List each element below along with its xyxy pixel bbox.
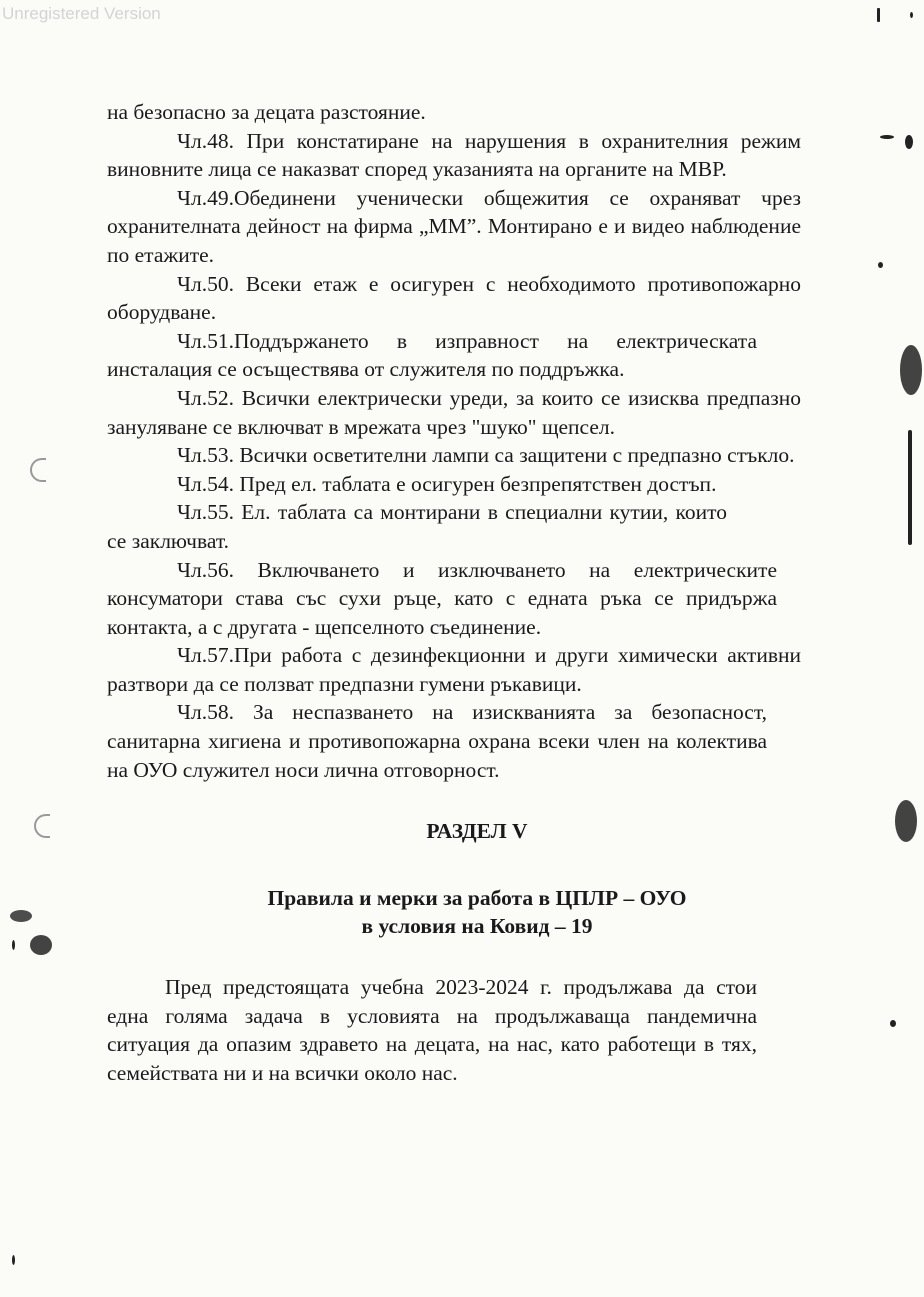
article-54: Чл.54. Пред ел. таблата е осигурен безпрепятствен достъп.	[177, 471, 717, 496]
article-57: Чл.57.При работа с дезинфекционни и други химически активни разтвори да се ползват предпазни гумени ръкавици.	[107, 643, 801, 696]
section-subtitle-line1: Правила и мерки за работа в ЦПЛР – ОУО	[267, 885, 687, 910]
article-51: Чл.51.Поддържането в изправност на електрическата инсталация се осъществява от служителя по поддръжка.	[107, 328, 757, 382]
article-52: Чл.52. Всички електрически уреди, за които се изисква предпазно зануляване се включват в мрежата чрез "шуко" щепсел.	[107, 385, 801, 439]
paragraph-continuation: на безопасно за децата разстояние.	[107, 100, 426, 124]
article-58: Чл.58. За неспазването на изискванията за безопасност, санитарна хигиена и противопожарна охрана всеки член на колектива на ОУО служител носи лична отговорност.	[107, 700, 767, 782]
article-49: Чл.49.Обединени ученически общежития се охраняват чрез охранителната дейност на фирма „ММ”. Монтирано е и видео наблюдение по етажите.	[107, 185, 801, 267]
article-53: Чл.53. Всички осветителни лампи са защитени с предпазно стъкло.	[177, 443, 795, 468]
document-body	[107, 98, 807, 1087]
watermark-text: Unregistered Version	[2, 4, 161, 23]
section-title: РАЗДЕЛ V	[426, 819, 528, 844]
article-50: Чл.50. Всеки етаж е осигурен с необходимото противопожарно оборудване.	[107, 271, 801, 325]
article-56: Чл.56. Включването и изключването на електрическите консуматори става със сухи ръце, като с едната ръка се придържа контакта, а с другата - щепселното съединение.	[107, 557, 777, 639]
intro-paragraph: Пред предстоящата учебна 2023-2024 г. продължава да стои една голяма задача в условията на продължаваща пандемична ситуация да опазим здравето на децата, на нас, като работещи в тях, семействата ни и на всички около нас.	[107, 975, 757, 1085]
section-subtitle-line2: в условия на Ковид – 19	[361, 914, 593, 939]
article-48: Чл.48. При констатиране на нарушения в охранителния режим виновните лица се наказват според указанията на органите на МВР.	[107, 128, 801, 182]
article-55: Чл.55. Ел. таблата са монтирани в специални кутии, които се заключват.	[107, 500, 727, 553]
